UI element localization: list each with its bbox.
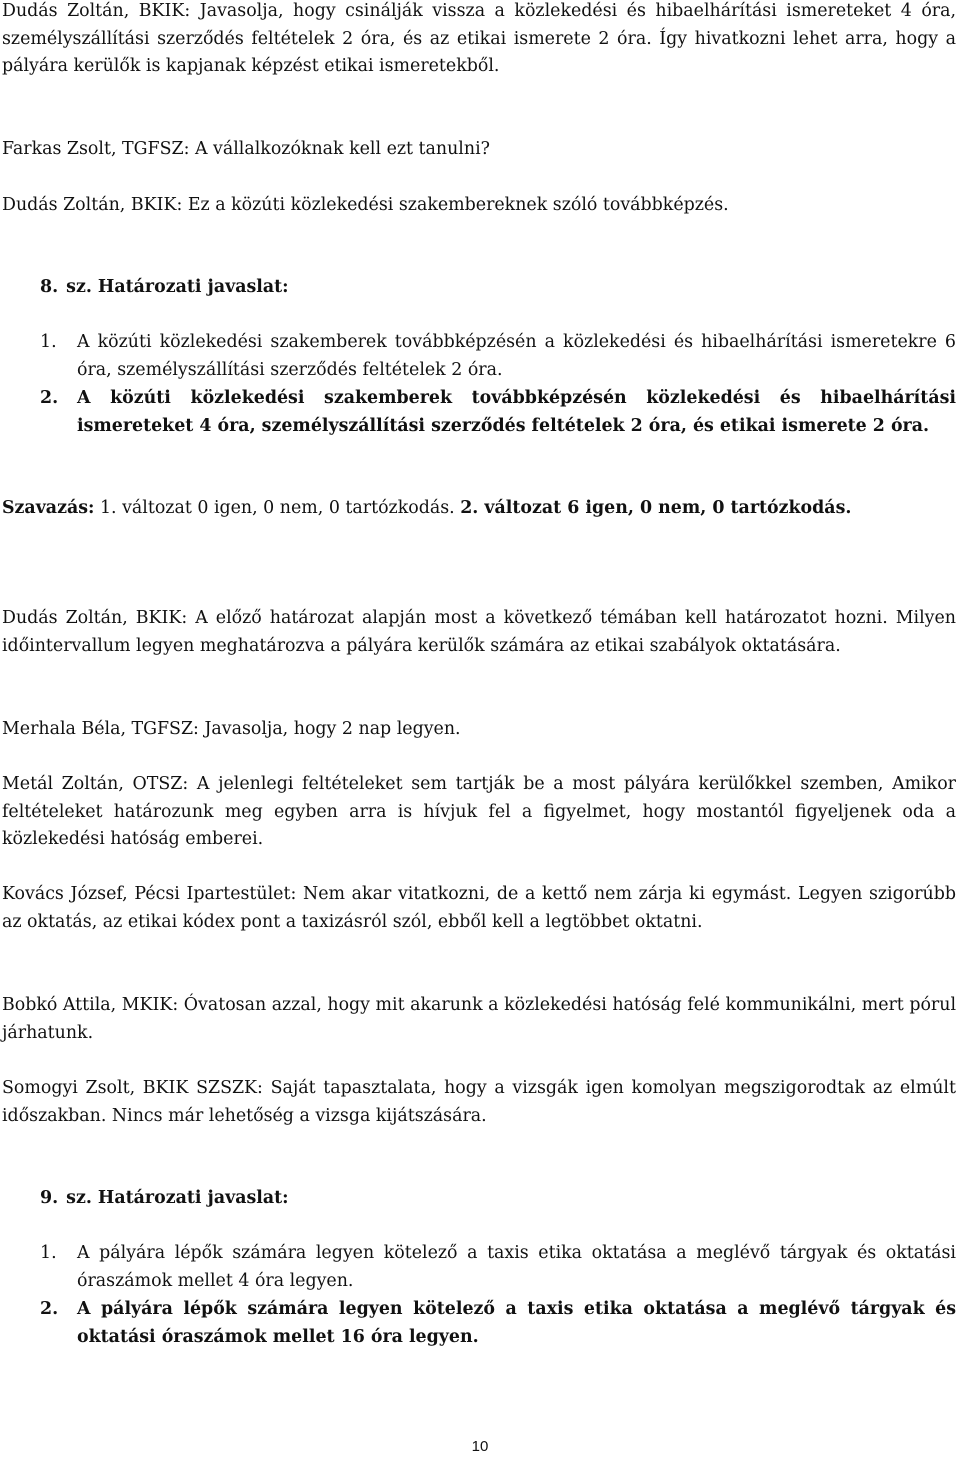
section-8-heading: [40, 274, 289, 302]
item-text: A pályára lépők számára legyen kötelező a taxis etika oktatása a meglévő tárgyak és oktatási óraszámok mellet 16 óra legyen.: [77, 1299, 956, 1347]
paragraph-farkas-question: Farkas Zsolt, TGFSZ: A vállalkozóknak kell ezt tanulni?: [2, 139, 490, 159]
item-number: 1.: [40, 1243, 57, 1263]
section-9-item-1: [40, 1240, 956, 1295]
vote-label: Szavazás:: [2, 498, 95, 518]
vote-variant-2: 2. változat 6 igen, 0 nem, 0 tartózkodás.: [460, 498, 852, 518]
item-number: 2.: [40, 1299, 59, 1319]
vote-result: [2, 495, 956, 523]
section-8-number: 8.: [40, 277, 59, 297]
paragraph-kovacs: Kovács József, Pécsi Ipartestület: Nem akar vitatkozni, de a kettő nem zárja ki egymást. Legyen szigorúbb az oktatás, az etikai kódex pont a taxizásról szól, ebből kell a legtöbbet oktatni.: [2, 884, 956, 932]
item-number: 2.: [40, 388, 59, 408]
section-9-number: 9.: [40, 1188, 59, 1208]
paragraph-bobko: Bobkó Attila, MKIK: Óvatosan azzal, hogy mit akarunk a közlekedési hatóság felé kommunikálni, mert pórul járhatunk.: [2, 995, 956, 1043]
paragraph-dudas-interval: Dudás Zoltán, BKIK: A előző határozat alapján most a következő témában kell határozatot hozni. Milyen időintervallum legyen meghatározva a pályára kerülők számára az etikai szabályok oktatására.: [2, 608, 956, 656]
section-8-item-1: [40, 329, 956, 384]
paragraph-dudas-proposal: Dudás Zoltán, BKIK: Javasolja, hogy csinálják vissza a közlekedési és hibaelhárítási ismereteket 4 óra, személyszállítási szerződés feltételek 2 óra, és az etikai ismerete 2 óra. Így hivatkozni lehet arra, hogy a pályára kerülők is kapjanak képzést etikai ismeretekből.: [2, 1, 956, 76]
paragraph-metal: Metál Zoltán, OTSZ: A jelenlegi feltételeket sem tartják be a most pályára kerülőkkel szemben, Amikor feltételeket határozunk meg egyben arra is hívjuk fel a figyelmet, hogy mostantól figyeljenek oda a közlekedési hatóság emberei.: [2, 774, 956, 849]
item-text: A közúti közlekedési szakemberek továbbképzésén közlekedési és hibaelhárítási ismereteket 4 óra, személyszállítási szerződés feltételek 2 óra, és etikai ismerete 2 óra.: [77, 388, 956, 436]
paragraph-merhala: Merhala Béla, TGFSZ: Javasolja, hogy 2 nap legyen.: [2, 719, 461, 739]
item-number: 1.: [40, 332, 57, 352]
item-text: A pályára lépők számára legyen kötelező a taxis etika oktatása a meglévő tárgyak és oktatási óraszámok mellet 4 óra legyen.: [77, 1243, 956, 1291]
item-text: A közúti közlekedési szakemberek továbbképzésén a közlekedési és hibaelhárítási ismeretekre 6 óra, személyszállítási szerződés feltételek 2 óra.: [77, 332, 956, 380]
section-8-item-2: [40, 385, 956, 440]
section-8-title: sz. Határozati javaslat:: [66, 277, 289, 297]
paragraph-dudas-answer: Dudás Zoltán, BKIK: Ez a közúti közlekedési szakembereknek szóló továbbképzés.: [2, 195, 729, 215]
section-9-item-2: [40, 1296, 956, 1351]
page-number: 10: [471, 1438, 489, 1455]
vote-variant-1: 1. változat 0 igen, 0 nem, 0 tartózkodás.: [99, 498, 455, 518]
section-9-heading: [40, 1185, 289, 1213]
section-9-title: sz. Határozati javaslat:: [66, 1188, 289, 1208]
paragraph-somogyi: Somogyi Zsolt, BKIK SZSZK: Saját tapasztalata, hogy a vizsgák igen komolyan megszigorodtak az elmúlt időszakban. Nincs már lehetőség a vizsga kijátszására.: [2, 1078, 956, 1126]
